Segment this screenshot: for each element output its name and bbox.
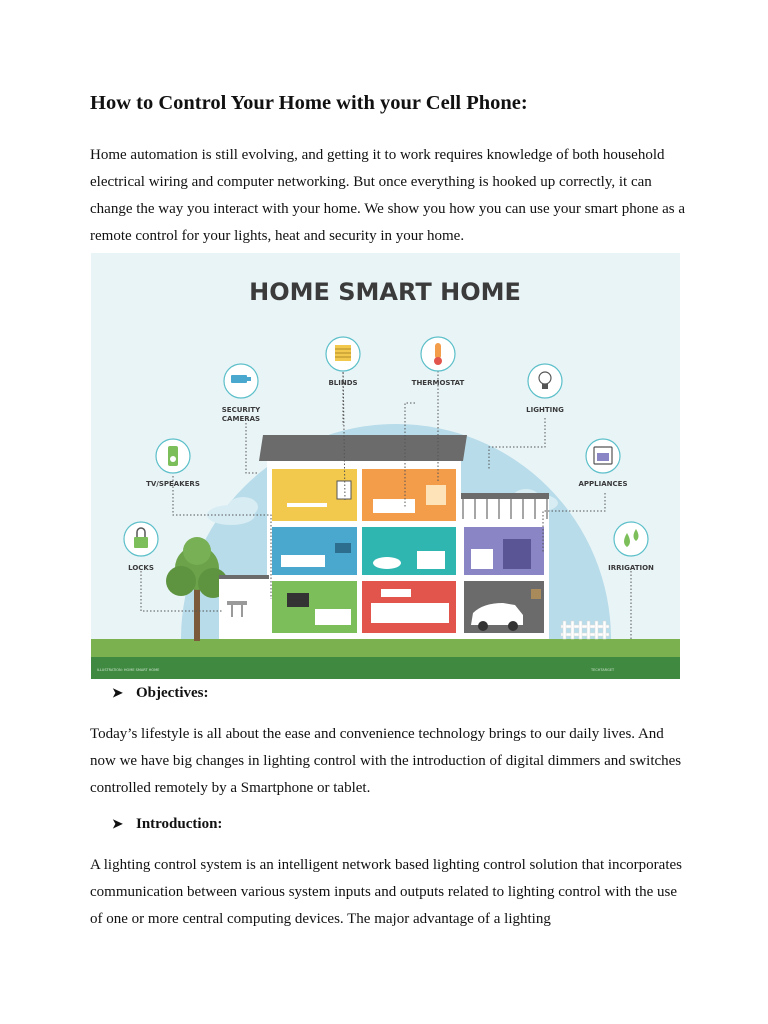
security-camera-icon: [224, 364, 258, 398]
label-blinds: BLINDS: [328, 379, 358, 387]
label-security-line2: CAMERAS: [221, 415, 261, 423]
ground: [91, 639, 680, 657]
label-appliances: APPLIANCES: [578, 480, 628, 488]
lightbulb-icon: [528, 364, 562, 398]
label-tv-speakers: TV/SPEAKERS: [146, 480, 200, 488]
arrow-bullet-icon: ➤: [112, 685, 123, 700]
lock-icon: [124, 522, 158, 556]
infographic-title: HOME SMART HOME: [249, 278, 521, 306]
intro-paragraph: Home automation is still evolving, and getting it to work requires knowledge of both household electrical wiring and computer networking. But once everything is hooked up correctly, it can change the way you interact with your home. We show you how you can use your smart phone as a remote control for your lights, heat and security in your home.: [90, 147, 686, 244]
speaker-icon: [156, 439, 190, 473]
section-heading-text: Introduction:: [136, 816, 223, 832]
section-heading-text: Objectives:: [136, 685, 209, 701]
label-thermostat: THERMOSTAT: [411, 379, 465, 387]
section-heading-objectives: [112, 685, 208, 702]
label-security-line1: SECURITY: [221, 406, 261, 414]
footer-credit-right: TECHTARGET: [591, 668, 615, 672]
roof: [259, 435, 467, 461]
document-title: How to Control Your Home with your Cell Phone:: [90, 92, 528, 114]
porch: [219, 575, 269, 639]
introduction-paragraph: A lighting control system is an intelligent network based lighting control solution that incorporates communication between various system inputs and outputs related to lighting control with the use of one or more central computing devices. The major advantage of a lighting: [90, 857, 682, 927]
objectives-paragraph: Today’s lifestyle is all about the ease and convenience technology brings to our daily lives. And now we have big changes in lighting control with the introduction of digital dimmers and switches controlled remotely by a Smartphone or tablet.: [90, 726, 682, 796]
section-heading-introduction: [112, 816, 222, 833]
arrow-bullet-icon: ➤: [112, 816, 123, 831]
water-drop-icon: [614, 522, 648, 556]
home-smart-home-infographic: [91, 253, 680, 679]
label-irrigation: IRRIGATION: [608, 564, 654, 572]
footer-credit-left: ILLUSTRATION: HOME SMART HOME: [97, 668, 160, 672]
appliance-icon: [586, 439, 620, 473]
thermostat-icon: [421, 337, 455, 371]
label-lighting: LIGHTING: [526, 406, 564, 414]
room-media: [272, 581, 357, 633]
blinds-icon: [326, 337, 360, 371]
label-locks: LOCKS: [128, 564, 154, 572]
